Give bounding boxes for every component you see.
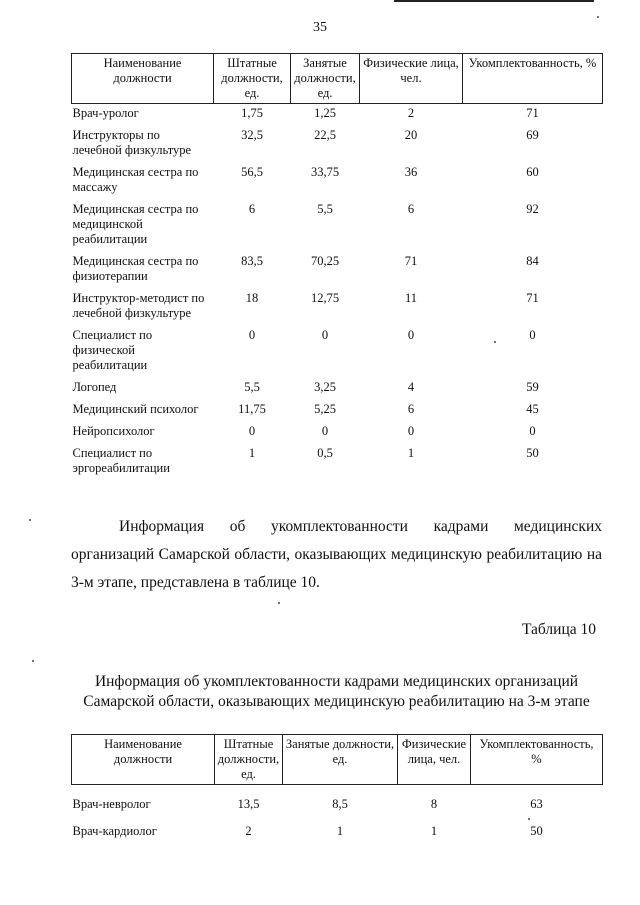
value-cell: 1 <box>336 824 344 838</box>
column-header: Штатные должности, ед. <box>214 54 291 104</box>
top-rule <box>394 0 594 2</box>
table-row <box>72 380 603 402</box>
table-header-row <box>72 54 603 104</box>
table-row <box>72 446 603 483</box>
value-cell: 22,5 <box>314 128 336 142</box>
position-name-cell: Врач-кардиолог <box>72 824 157 838</box>
scan-speck <box>278 602 280 604</box>
position-name-cell: Специалист по эргореабилитации <box>72 446 170 475</box>
table-row <box>72 104 603 129</box>
value-cell: 6 <box>248 202 256 216</box>
value-cell: 3,25 <box>314 380 336 394</box>
value-cell: 11 <box>404 291 418 305</box>
column-header: Укомплектованность, % <box>463 54 603 104</box>
value-cell: 5,5 <box>317 202 333 216</box>
position-name-cell: Медицинская сестра по медицинской реабилитации <box>72 202 199 246</box>
position-name-cell: Специалист по физической реабилитации <box>72 328 153 372</box>
table-row <box>72 165 603 202</box>
position-name-cell: Логопед <box>72 380 117 394</box>
value-cell: 1 <box>248 446 256 460</box>
table-row <box>72 128 603 165</box>
value-cell: 1,75 <box>241 106 263 120</box>
value-cell: 70,25 <box>310 254 340 268</box>
scan-speck <box>32 660 34 662</box>
value-cell: 45 <box>526 402 539 416</box>
value-cell: 0 <box>407 424 415 438</box>
value-cell: 92 <box>526 202 539 216</box>
table-row <box>72 328 603 380</box>
value-cell: 12,75 <box>310 291 340 305</box>
position-name-cell: Инструктор-методист по лечебной физкультуре <box>72 291 205 320</box>
info-paragraph: Информация об укомплектованности кадрами медицинских организаций Самарской области, оказывающих медицинскую реабилитацию на 3-м этапе, представлена в таблице 10. <box>71 518 602 591</box>
value-cell: 4 <box>407 380 415 394</box>
value-cell: 83,5 <box>241 254 263 268</box>
value-cell: 0 <box>321 328 329 342</box>
position-name-cell: Медицинская сестра по физиотерапии <box>72 254 199 283</box>
table-row <box>72 424 603 446</box>
position-name-cell: Медицинский психолог <box>72 402 199 416</box>
table-10-title: Информация об укомплектованности кадрами медицинских организаций Самарской области, оказывающих медицинскую реабилитацию на 3-м этапе <box>83 673 590 710</box>
value-cell: 69 <box>526 128 539 142</box>
value-cell: 6 <box>407 202 415 216</box>
value-cell: 8 <box>430 797 438 811</box>
table-row <box>72 291 603 328</box>
value-cell: 71 <box>404 254 418 268</box>
table-row <box>72 402 603 424</box>
value-cell: 5,5 <box>244 380 260 394</box>
value-cell: 63 <box>530 797 543 811</box>
value-cell: 1 <box>430 824 438 838</box>
column-header: Наименование должности <box>72 735 215 785</box>
value-cell: 2 <box>245 824 252 838</box>
scan-speck <box>29 519 31 521</box>
column-header: Штатные должности, ед. <box>215 735 283 785</box>
position-name-cell: Нейропсихолог <box>72 424 155 438</box>
value-cell: 8,5 <box>332 797 348 811</box>
value-cell: 6 <box>407 402 415 416</box>
value-cell: 71 <box>526 106 539 120</box>
column-header: Наименование должности <box>72 54 214 104</box>
value-cell: 2 <box>407 106 415 120</box>
value-cell: 36 <box>404 165 418 179</box>
table-header-row <box>72 735 603 785</box>
column-header: Укомплектованность, % <box>471 735 603 785</box>
value-cell: 20 <box>404 128 418 142</box>
column-header: Физические лица, чел. <box>360 54 463 104</box>
value-cell: 59 <box>526 380 539 394</box>
value-cell: 0 <box>248 424 256 438</box>
value-cell: 5,25 <box>314 402 336 416</box>
table-row <box>72 202 603 254</box>
position-name-cell: Врач-невролог <box>72 797 151 811</box>
value-cell: 50 <box>530 824 543 838</box>
position-name-cell: Врач-уролог <box>72 106 139 120</box>
table-row <box>72 254 603 291</box>
value-cell: 1 <box>407 446 415 460</box>
value-cell: 0,5 <box>317 446 333 460</box>
staffing-table-9 <box>71 53 603 483</box>
table-row <box>72 785 603 825</box>
page-number: 35 <box>313 20 327 35</box>
value-cell: 0 <box>529 328 536 342</box>
column-header: Физические лица, чел. <box>398 735 471 785</box>
value-cell: 13,5 <box>237 797 260 811</box>
staffing-table-10 <box>71 734 603 851</box>
value-cell: 84 <box>526 254 539 268</box>
value-cell: 56,5 <box>241 165 263 179</box>
value-cell: 32,5 <box>241 128 263 142</box>
value-cell: 71 <box>526 291 539 305</box>
position-name-cell: Медицинская сестра по массажу <box>72 165 199 194</box>
table-10-label: Таблица 10 <box>521 621 596 638</box>
value-cell: 18 <box>245 291 259 305</box>
scan-speck <box>494 341 496 343</box>
scan-speck <box>597 16 599 18</box>
scan-speck <box>528 818 530 820</box>
value-cell: 33,75 <box>310 165 340 179</box>
column-header: Занятые должности, ед. <box>291 54 360 104</box>
position-name-cell: Инструкторы по лечебной физкультуре <box>72 128 192 157</box>
value-cell: 0 <box>407 328 415 342</box>
column-header: Занятые должности, ед. <box>283 735 398 785</box>
value-cell: 1,25 <box>314 106 336 120</box>
value-cell: 60 <box>526 165 539 179</box>
table-row <box>72 824 603 851</box>
value-cell: 0 <box>248 328 256 342</box>
value-cell: 11,75 <box>238 402 266 416</box>
value-cell: 50 <box>526 446 539 460</box>
value-cell: 0 <box>321 424 329 438</box>
value-cell: 0 <box>529 424 536 438</box>
